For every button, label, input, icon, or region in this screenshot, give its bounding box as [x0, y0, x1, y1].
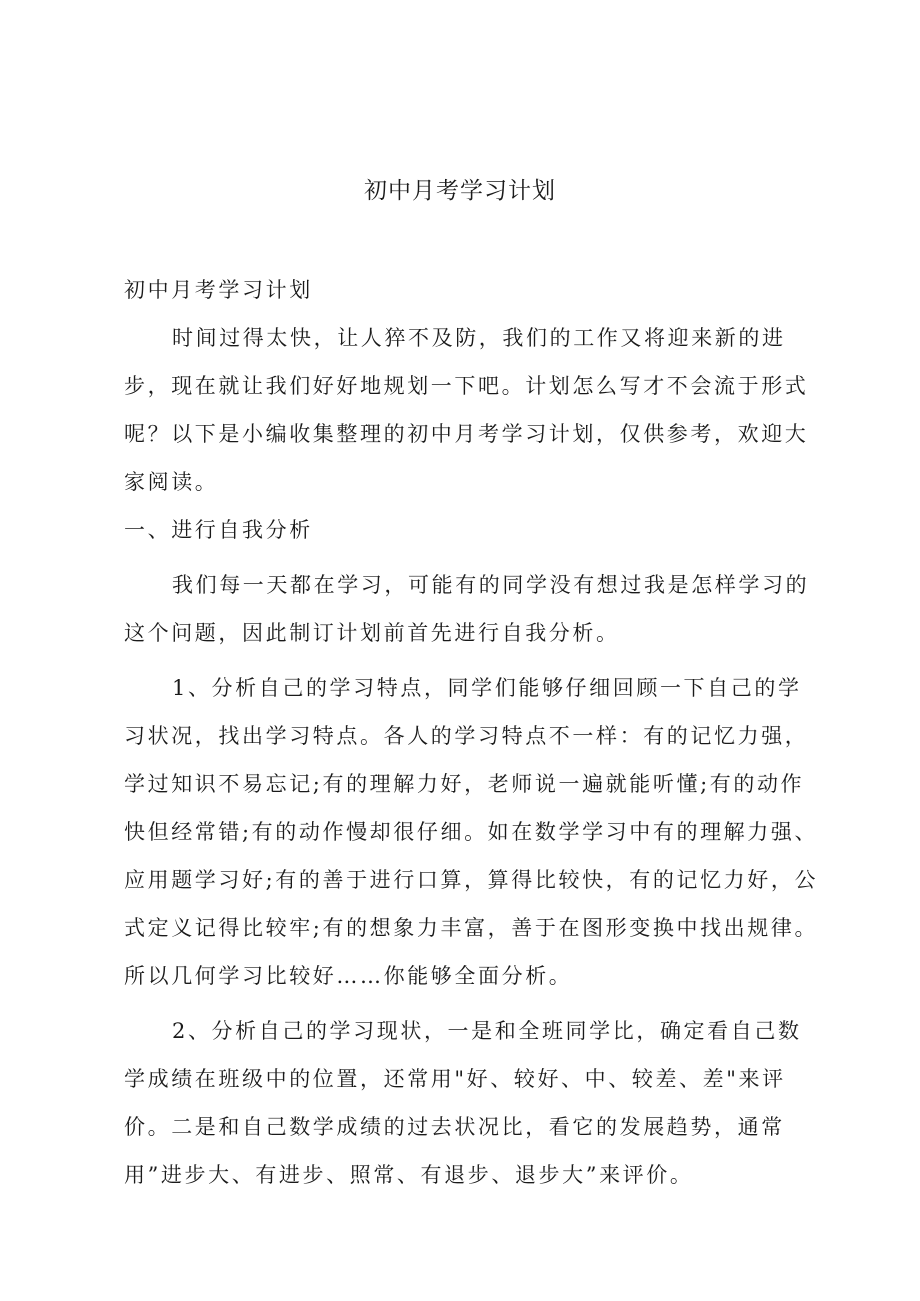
- intro-paragraph: 时间过得太快，让人猝不及防，我们的工作又将迎来新的进步，现在就让我们好好地规划一下吧。计划怎么写才不会流于形式呢？以下是小编收集整理的初中月考学习计划，仅供参考，欢迎大家阅读。: [124, 326, 809, 494]
- point-2-paragraph: 2、分析自己的学习现状，一是和全班同学比，确定看自己数学成绩在班级中的位置，还常用"好、较好、中、较差、差"来评价。二是和自己数学成绩的过去状况比，看它的发展趋势，通常用”进步大、有进步、照常、有退步、退步大”来评价。: [124, 1019, 802, 1187]
- document-title: 初中月考学习计划: [364, 178, 556, 204]
- section-heading: 一、进行自我分析: [124, 518, 313, 542]
- section-intro-paragraph: 我们每一天都在学习，可能有的同学没有想过我是怎样学习的这个问题，因此制订计划前首先进行自我分析。: [124, 573, 810, 645]
- document-subtitle: 初中月考学习计划: [124, 278, 313, 302]
- document-body: [124, 266, 824, 1199]
- point-1-paragraph: 1、分析自己的学习特点，同学们能够仔细回顾一下自己的学习状况，找出学习特点。各人的学习特点不一样：有的记忆力强，学过知识不易忘记;有的理解力好，老师说一遍就能听懂;有的动作快但经常错;有的动作慢却很仔细。如在数学学习中有的理解力强、应用题学习好;有的善于进行口算，算得比较快，有的记忆力好，公式定义记得比较牢;有的想象力丰富，善于在图形变换中找出规律。所以几何学习比较好……你能够全面分析。: [124, 676, 819, 988]
